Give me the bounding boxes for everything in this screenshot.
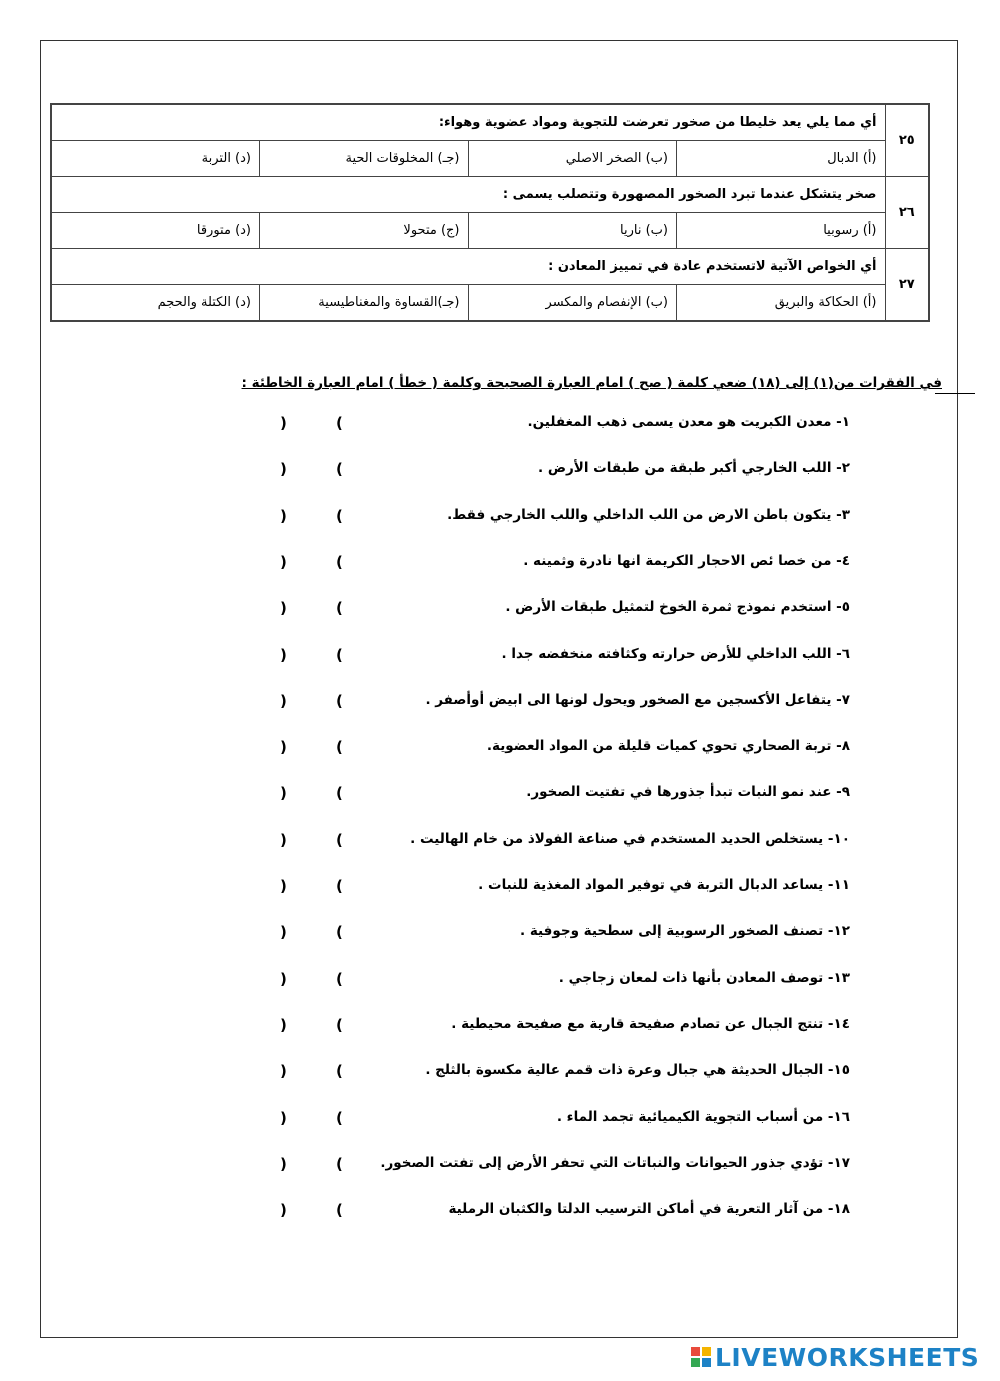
option-d[interactable]: (د) متورقا bbox=[51, 213, 260, 249]
question-number: ٢٧ bbox=[885, 249, 929, 322]
statement-item bbox=[270, 1201, 850, 1223]
answer-blank-close[interactable]: ) bbox=[280, 923, 287, 942]
statement-item bbox=[270, 599, 850, 621]
instruction-underline bbox=[935, 393, 975, 394]
statement-item bbox=[270, 1155, 850, 1177]
question-number: ٢٦ bbox=[885, 177, 929, 249]
statement-text: ١- معدن الكبريت هو معدن يسمى ذهب المغفلين. bbox=[527, 414, 850, 430]
statement-item bbox=[270, 923, 850, 945]
answer-blank-open[interactable]: ( bbox=[336, 830, 343, 849]
statement-item bbox=[270, 831, 850, 853]
option-c[interactable]: (ج) متحولا bbox=[260, 213, 469, 249]
multiple-choice-table bbox=[50, 103, 930, 322]
option-a[interactable]: (أ) الحكاكة والبريق bbox=[677, 285, 886, 322]
options-row bbox=[51, 213, 929, 249]
liveworksheets-logo bbox=[690, 1344, 979, 1370]
answer-blank-open[interactable]: ( bbox=[336, 784, 343, 803]
answer-blank-open[interactable]: ( bbox=[336, 1015, 343, 1034]
statement-text: ١٠- يستخلص الحديد المستخدم في صناعة الفولاذ من خام الهاليت . bbox=[410, 830, 850, 847]
statement-text: ٧- يتفاعل الأكسجين مع الصخور ويحول لونها الى ابيض أوأصفر . bbox=[425, 691, 850, 708]
answer-blank-close[interactable]: ) bbox=[280, 1201, 287, 1220]
statement-text: ١٤- تنتج الجبال عن تصادم صفيحة قارية مع صفيحة محيطية . bbox=[451, 1015, 850, 1032]
answer-blank-close[interactable]: ) bbox=[280, 1062, 287, 1081]
option-a[interactable]: (أ) رسوبيا bbox=[677, 213, 886, 249]
answer-blank-open[interactable]: ( bbox=[336, 552, 343, 571]
answer-blank-open[interactable]: ( bbox=[336, 506, 343, 525]
statement-item bbox=[270, 1016, 850, 1038]
statement-text: ٩- عند نمو النبات تبدأ جذورها في تفتيت الصخور. bbox=[526, 784, 850, 801]
statement-item bbox=[270, 646, 850, 668]
answer-blank-open[interactable]: ( bbox=[336, 691, 343, 710]
statement-text: ١٦- من أسباب التجوية الكيميائية تجمد الماء . bbox=[556, 1108, 850, 1125]
statement-text: ٨- تربة الصحاري تحوي كميات قليلة من المواد العضوية. bbox=[486, 738, 850, 755]
option-d[interactable]: (د) الكتلة والحجم bbox=[51, 285, 260, 322]
answer-blank-close[interactable]: ) bbox=[280, 506, 287, 525]
answer-blank-close[interactable]: ) bbox=[280, 414, 287, 432]
answer-blank-open[interactable]: ( bbox=[336, 1062, 343, 1081]
answer-blank-close[interactable]: ) bbox=[280, 552, 287, 571]
statement-item bbox=[270, 507, 850, 529]
options-row bbox=[51, 285, 929, 322]
question-number: ٢٥ bbox=[885, 104, 929, 177]
option-a[interactable]: (أ) الدبال bbox=[677, 141, 886, 177]
answer-blank-open[interactable]: ( bbox=[336, 460, 343, 479]
logo-icon bbox=[690, 1346, 712, 1368]
statement-item bbox=[270, 1062, 850, 1084]
true-false-instruction: في الفقرات من(١) إلى (١٨) ضعي كلمة ( صح ) امام العبارة الصحيحة وكلمة ( خطأ ) امام العبارة الخاطئة : bbox=[241, 375, 942, 391]
answer-blank-open[interactable]: ( bbox=[336, 414, 343, 432]
answer-blank-close[interactable]: ) bbox=[280, 691, 287, 710]
statement-text: ١٢- تصنف الصخور الرسوبية إلى سطحية وجوفية . bbox=[520, 923, 850, 940]
statement-text: ٦- اللب الداخلي للأرض حرارته وكثافته منخفضه جدا . bbox=[501, 645, 850, 662]
answer-blank-close[interactable]: ) bbox=[280, 969, 287, 988]
statement-text: ٢- اللب الخارجي أكبر طبقة من طبقات الأرض . bbox=[538, 460, 850, 477]
answer-blank-open[interactable]: ( bbox=[336, 599, 343, 618]
statement-item bbox=[270, 738, 850, 760]
statement-text: ٥- استخدم نموذج ثمرة الخوخ لتمثيل طبقات الأرض . bbox=[505, 599, 850, 616]
answer-blank-close[interactable]: ) bbox=[280, 1015, 287, 1034]
options-row bbox=[51, 141, 929, 177]
statement-text: ١٣- توصف المعادن بأنها ذات لمعان زجاجي . bbox=[558, 969, 850, 986]
answer-blank-close[interactable]: ) bbox=[280, 1108, 287, 1127]
question-row bbox=[51, 249, 929, 285]
answer-blank-open[interactable]: ( bbox=[336, 645, 343, 664]
statement-text: ١١- يساعد الدبال التربة في توفير المواد المغذية للنبات . bbox=[478, 877, 850, 893]
question-row bbox=[51, 104, 929, 141]
statement-text: ١٨- من آثار التعرية في أماكن الترسيب الدلتا والكثبان الرملية bbox=[448, 1201, 850, 1218]
statement-item bbox=[270, 784, 850, 806]
answer-blank-close[interactable]: ) bbox=[280, 1154, 287, 1173]
question-text: أي مما يلي يعد خليطا من صخور تعرضت للتجوية ومواد عضوية وهواء: bbox=[51, 104, 885, 141]
answer-blank-open[interactable]: ( bbox=[336, 738, 343, 757]
option-b[interactable]: (ب) الصخر الاصلي bbox=[468, 141, 677, 177]
question-text: صخر يتشكل عندما تبرد الصخور المصهورة وتتصلب يسمى : bbox=[51, 177, 885, 213]
statement-item bbox=[270, 692, 850, 714]
answer-blank-close[interactable]: ) bbox=[280, 599, 287, 618]
answer-blank-close[interactable]: ) bbox=[280, 784, 287, 803]
answer-blank-close[interactable]: ) bbox=[280, 877, 287, 895]
statement-item bbox=[270, 553, 850, 575]
statement-item bbox=[270, 877, 850, 899]
statement-text: ٤- من خصا ئص الاحجار الكريمة انها نادرة وثمينه . bbox=[523, 552, 850, 569]
statement-item bbox=[270, 460, 850, 482]
answer-blank-close[interactable]: ) bbox=[280, 738, 287, 757]
statement-item bbox=[270, 970, 850, 992]
answer-blank-open[interactable]: ( bbox=[336, 969, 343, 988]
answer-blank-open[interactable]: ( bbox=[336, 1154, 343, 1173]
answer-blank-close[interactable]: ) bbox=[280, 460, 287, 479]
statement-item bbox=[270, 1109, 850, 1131]
option-b[interactable]: (ب) الإنفصام والمكسر bbox=[468, 285, 677, 322]
option-d[interactable]: (د) التربة bbox=[51, 141, 260, 177]
question-row bbox=[51, 177, 929, 213]
statement-text: ١٥- الجبال الحديثة هي جبال وعرة ذات قمم عالية مكسوة بالثلج . bbox=[425, 1062, 850, 1079]
answer-blank-close[interactable]: ) bbox=[280, 830, 287, 849]
answer-blank-close[interactable]: ) bbox=[280, 645, 287, 664]
option-c[interactable]: (جـ)القساوة والمغناطيسية bbox=[260, 285, 469, 322]
option-c[interactable]: (جـ) المخلوقات الحية bbox=[260, 141, 469, 177]
statement-text: ١٧- تؤدي جذور الحيوانات والنباتات التي تحفر الأرض إلى تفتت الصخور. bbox=[380, 1154, 850, 1171]
logo-text: LIVEWORKSHEETS bbox=[715, 1342, 980, 1372]
answer-blank-open[interactable]: ( bbox=[336, 923, 343, 942]
answer-blank-open[interactable]: ( bbox=[336, 877, 343, 895]
option-b[interactable]: (ب) ناريا bbox=[468, 213, 677, 249]
question-text: أي الخواص الآتية لاتستخدم عادة في تمييز المعادن : bbox=[51, 249, 885, 285]
statement-text: ٣- يتكون باطن الارض من اللب الداخلي واللب الخارجي فقط. bbox=[447, 506, 850, 523]
answer-blank-open[interactable]: ( bbox=[336, 1201, 343, 1220]
answer-blank-open[interactable]: ( bbox=[336, 1108, 343, 1127]
statement-item bbox=[270, 414, 850, 436]
